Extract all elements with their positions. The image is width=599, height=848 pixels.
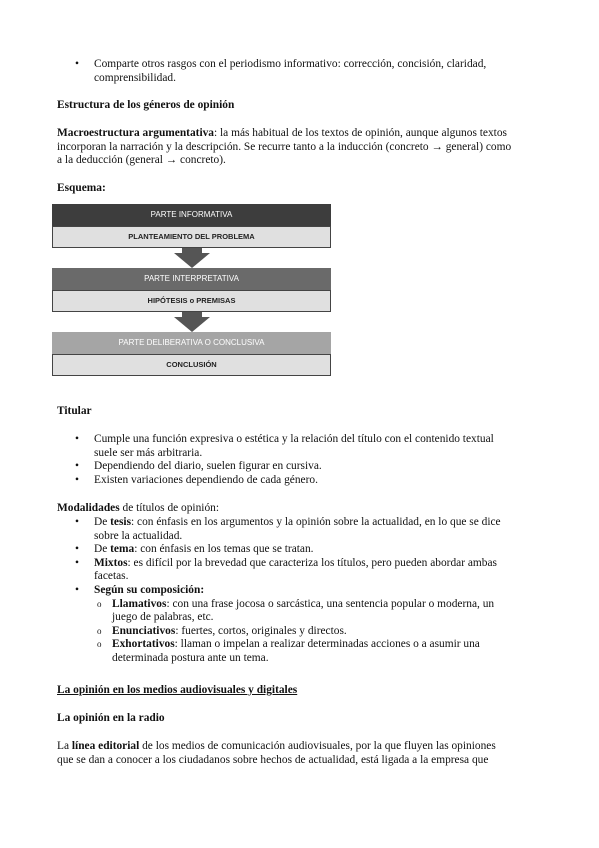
list-item: • Dependiendo del diario, suelen figurar en cursiva. <box>75 460 322 473</box>
modalidades-paragraph: Modalidades de títulos de opinión: <box>57 502 220 514</box>
circle-bullet-icon: o <box>97 625 102 636</box>
circle-bullet-icon: o <box>97 598 102 609</box>
down-arrow-icon <box>52 312 331 332</box>
circle-bullet-icon: o <box>97 639 102 650</box>
list-item: • Comparte otros rasgos con el periodismo informativo: corrección, concisión, claridad, comprensibilidad. <box>75 58 487 84</box>
macro-paragraph: Macroestructura argumentativa: la más habitual de los textos de opinión, aunque algunos textos incorporan la narración y la descripción. Se recurre tanto a la inducción (concreto → general) como a la deducción (general → concreto). <box>57 127 512 167</box>
list-item: o Exhortativos: llaman o impelan a realizar determinadas acciones o a asumir una determinada postura ante un tema. <box>97 638 480 664</box>
bullet-icon: • <box>75 58 79 70</box>
bullet-icon: • <box>75 433 79 445</box>
bullet-icon: • <box>75 473 79 486</box>
top-bullet-list <box>57 58 547 85</box>
esquema-heading: Esquema: <box>57 182 106 194</box>
modalidades-list <box>57 516 547 666</box>
list-item: • Mixtos: es difícil por la brevedad que caracteriza los títulos, pero pueden abordar ambas facetas. <box>75 556 497 583</box>
scheme-block-sub: CONCLUSIÓN <box>52 354 331 376</box>
radio-heading: La opinión en la radio <box>57 712 165 724</box>
list-item: • De tema: con énfasis en los temas que se tratan. <box>75 543 314 556</box>
scheme-block-sub: PLANTEAMIENTO DEL PROBLEMA <box>52 226 331 248</box>
scheme-block-title: PARTE INFORMATIVA <box>52 204 331 226</box>
bullet-icon: • <box>75 516 79 528</box>
scheme-block-sub: HIPÓTESIS o PREMISAS <box>52 290 331 312</box>
bullet-icon: • <box>75 583 79 596</box>
bullet-icon: • <box>75 556 79 569</box>
list-item: • De tesis: con énfasis en los argumentos y la opinión sobre la actualidad, en lo que se dice sobre la actualidad. <box>75 516 501 542</box>
medios-heading: La opinión en los medios audiovisuales y digitales <box>57 684 298 696</box>
list-item: • Cumple una función expresiva o estética y la relación del título con el contenido textual suele ser más arbitraria. <box>75 433 494 459</box>
scheme-block-title: PARTE DELIBERATIVA O CONCLUSIVA <box>52 332 331 354</box>
down-arrow-icon <box>52 248 331 268</box>
list-item: • Según su composición: <box>75 583 205 596</box>
scheme-block-title: PARTE INTERPRETATIVA <box>52 268 331 290</box>
titular-heading: Titular <box>57 405 92 417</box>
bullet-icon: • <box>75 543 79 556</box>
list-item: o Enunciativos: fuertes, cortos, originales y directos. <box>97 624 347 637</box>
titular-list <box>57 433 547 487</box>
linea-paragraph: La línea editorial de los medios de comunicación audiovisuales, por la que fluyen las opiniones que se dan a conocer a los ciudadanos sobre hechos de actualidad, está ligada a la empresa que <box>57 740 496 766</box>
scheme-diagram <box>52 204 331 376</box>
list-item: • Existen variaciones dependiendo de cada género. <box>75 473 318 486</box>
estructura-heading: Estructura de los géneros de opinión <box>57 99 235 111</box>
list-item: o Llamativos: con una frase jocosa o sarcástica, una sentencia popular o moderna, un juego de palabras, etc. <box>97 597 495 624</box>
bullet-icon: • <box>75 460 79 473</box>
